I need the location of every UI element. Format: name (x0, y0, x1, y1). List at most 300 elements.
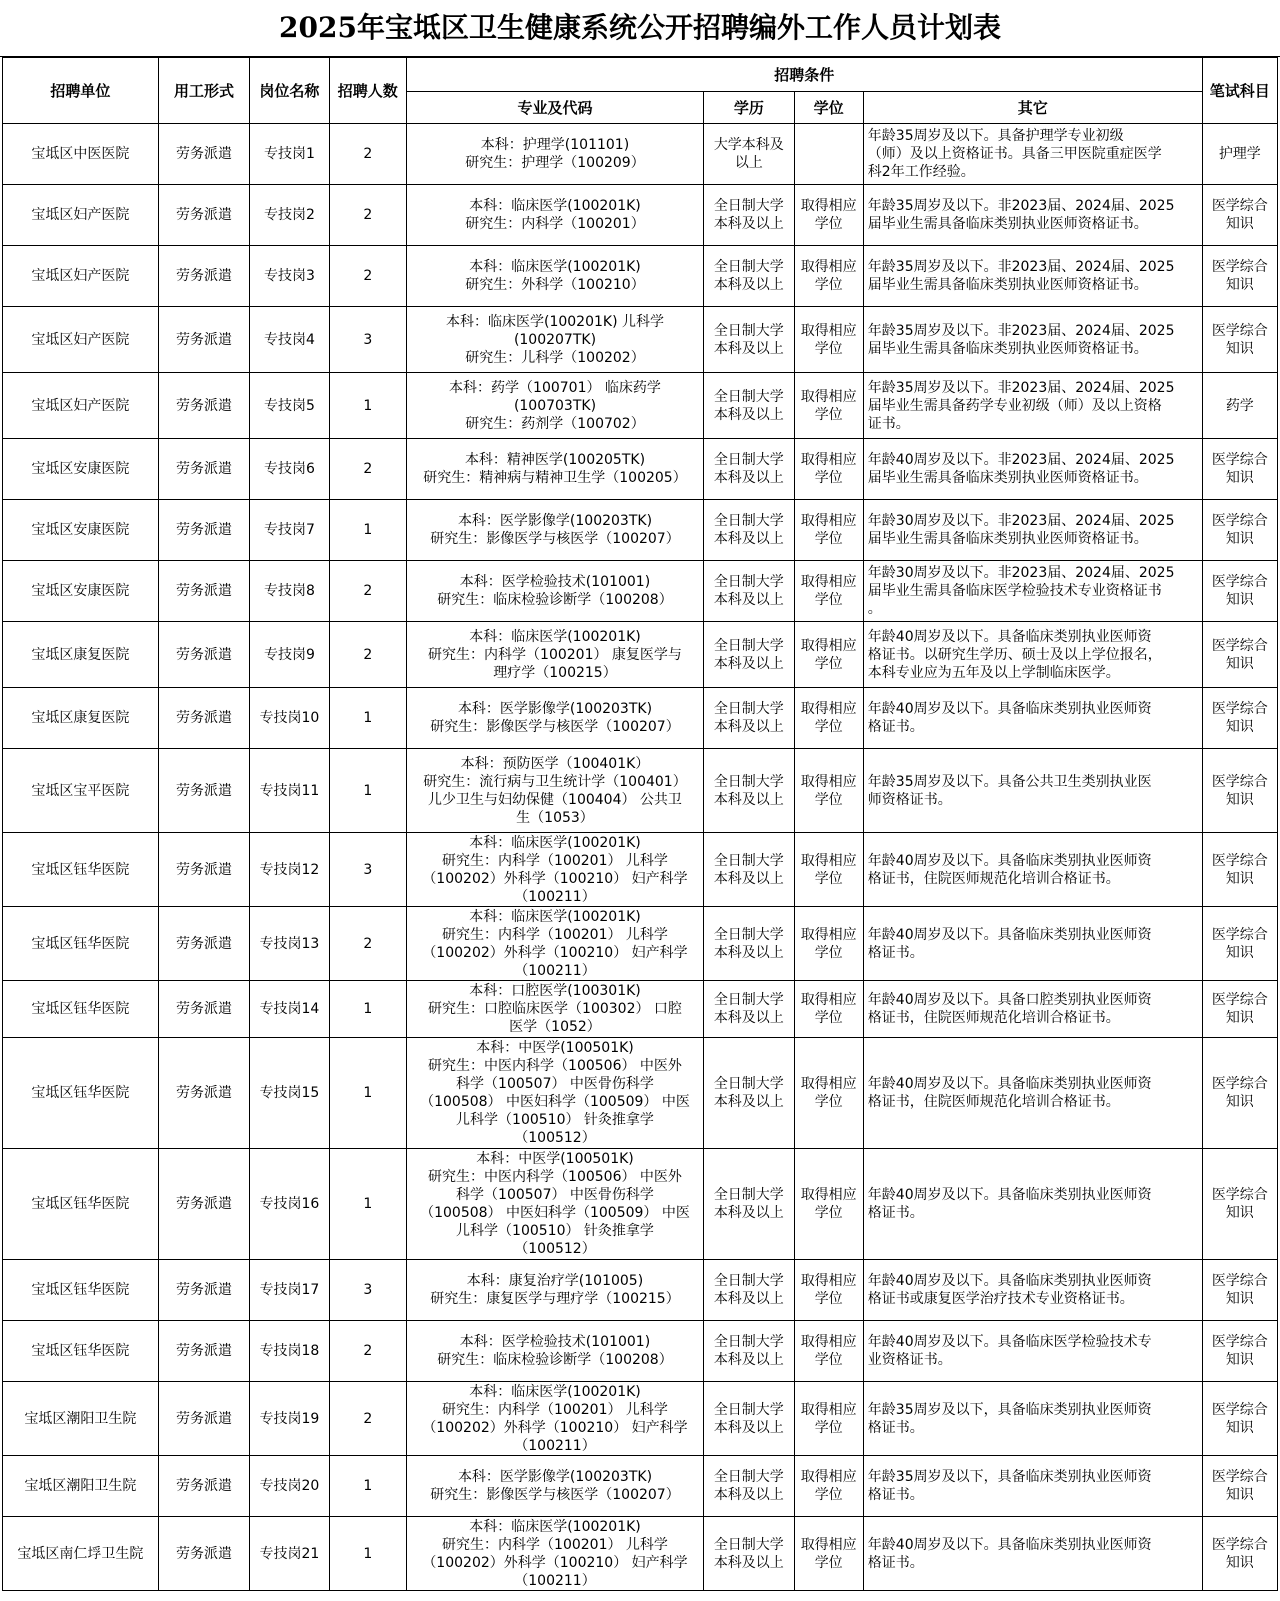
degree-cell-line: 学位 (814, 719, 843, 735)
education-cell-line: 全日制大学 (713, 773, 784, 790)
exam-cell (1202, 622, 1277, 688)
other-cell-line: 格证书。 (867, 1554, 924, 1571)
degree-cell (794, 907, 863, 981)
employment-cell: 劳务派遣 (158, 373, 250, 439)
exam-cell-line: 医学综合 (1211, 513, 1268, 529)
exam-cell-line: 知识 (1225, 531, 1254, 547)
education-cell (704, 1456, 795, 1517)
education-cell-line: 本科及以上 (713, 791, 784, 808)
page-title: 2025年宝坻区卫生健康系统公开招聘编外工作人员计划表 (0, 0, 1280, 57)
unit-cell: 宝坻区安康医院 (3, 500, 159, 561)
exam-cell-line: 医学综合 (1211, 637, 1268, 654)
major-cell-line: 研究生：临床检验诊断学（100208） (437, 592, 673, 608)
degree-cell-line: 学位 (814, 1554, 843, 1571)
other-cell-line: 年龄35周岁及以下，具备临床类别执业医师资 (867, 1401, 1152, 1418)
degree-cell-line: 取得相应 (800, 1536, 857, 1553)
exam-cell-line: 知识 (1225, 1094, 1254, 1110)
major-cell (406, 124, 703, 185)
degree-cell-line: 取得相应 (800, 1334, 857, 1350)
degree-cell (794, 1321, 863, 1382)
major-cell-line: 本科：预防医学（100401K） (460, 755, 650, 772)
post-cell: 专技岗13 (250, 907, 329, 981)
employment-cell: 劳务派遣 (158, 124, 250, 185)
other-cell-line: 年龄40周岁及以下。具备临床类别执业医师资 (867, 1273, 1152, 1289)
degree-cell-line: 学位 (814, 1010, 843, 1026)
exam-cell-line: 医学综合 (1211, 852, 1268, 869)
major-cell-line: （100508） 中医妇科学（100509） 中医 (420, 1094, 690, 1110)
other-cell-line: 年龄40周岁及以下。具备临床类别执业医师资 (867, 1536, 1152, 1553)
other-cell (863, 981, 1202, 1038)
major-cell-line: 本科：临床医学(100201K) (469, 834, 641, 851)
unit-cell: 宝坻区钰华医院 (3, 907, 159, 981)
count-cell: 2 (329, 124, 406, 185)
other-cell (863, 1038, 1202, 1149)
exam-cell (1202, 907, 1277, 981)
degree-cell-line: 取得相应 (800, 1401, 857, 1418)
exam-cell-line: 知识 (1225, 592, 1254, 608)
count-cell: 1 (329, 373, 406, 439)
education-cell-line: 全日制大学 (713, 574, 784, 590)
degree-cell-line: 取得相应 (800, 1187, 857, 1203)
education-cell (704, 124, 795, 185)
table-row (3, 622, 1278, 688)
table-row (3, 1321, 1278, 1382)
major-cell-line: 研究生：护理学（100209） (465, 155, 645, 171)
other-cell (863, 688, 1202, 749)
post-cell: 专技岗9 (250, 622, 329, 688)
major-cell (406, 749, 703, 833)
major-cell-line: 研究生：临床检验诊断学（100208） (437, 1352, 673, 1368)
major-cell-line: 儿少卫生与妇幼保健（100404） 公共卫 (428, 791, 682, 808)
degree-cell (794, 981, 863, 1038)
other-cell (863, 1321, 1202, 1382)
other-cell-line: 年龄40周岁及以下。具备口腔类别执业医师资 (867, 992, 1152, 1008)
other-cell-line: 届毕业生需具备临床类别执业医师资格证书。 (867, 531, 1148, 547)
post-cell: 专技岗17 (250, 1260, 329, 1321)
employment-cell: 劳务派遣 (158, 439, 250, 500)
count-cell: 2 (329, 246, 406, 307)
major-cell-line: （100202）外科学（100210） 妇产科学 (422, 1419, 688, 1436)
table-row (3, 185, 1278, 246)
education-cell (704, 749, 795, 833)
exam-cell-line: 医学综合 (1211, 773, 1268, 790)
other-cell-line: 格证书，住院医师规范化培训合格证书。 (867, 1010, 1120, 1026)
unit-cell: 宝坻区宝平医院 (3, 749, 159, 833)
major-cell-line: 理疗学（100215） (493, 664, 617, 681)
employment-cell: 劳务派遣 (158, 1149, 250, 1260)
header-post: 岗位名称 (250, 58, 329, 124)
other-cell-line: 年龄40周岁及以下。具备临床医学检验技术专 (867, 1334, 1152, 1350)
table-row (3, 500, 1278, 561)
major-cell-line: 研究生：内科学（100201） 儿科学 (442, 1536, 668, 1553)
exam-cell-line: 知识 (1225, 944, 1254, 961)
education-cell-line: 全日制大学 (713, 198, 784, 214)
table-row (3, 307, 1278, 373)
exam-cell (1202, 124, 1277, 185)
unit-cell: 宝坻区钰华医院 (3, 1149, 159, 1260)
education-cell (704, 981, 795, 1038)
education-cell-line: 全日制大学 (713, 852, 784, 869)
degree-cell (794, 749, 863, 833)
degree-cell (794, 1517, 863, 1591)
major-cell-line: （100202）外科学（100210） 妇产科学 (422, 944, 688, 961)
other-cell-line: 年龄40周岁及以下。具备临床类别执业医师资 (867, 926, 1152, 943)
degree-cell-line: 取得相应 (800, 452, 857, 468)
table-row (3, 561, 1278, 622)
major-cell (406, 500, 703, 561)
degree-cell-line: 取得相应 (800, 992, 857, 1008)
table-row (3, 1382, 1278, 1456)
education-cell (704, 688, 795, 749)
other-cell (863, 622, 1202, 688)
other-cell-line: 年龄40周岁及以下。具备临床类别执业医师资 (867, 1187, 1152, 1203)
major-cell-line: 本科：临床医学(100201K) (469, 1518, 641, 1535)
other-cell (863, 124, 1202, 185)
exam-cell-line: 医学综合 (1211, 452, 1268, 468)
exam-cell-line: 医学综合 (1211, 992, 1268, 1008)
exam-cell-line: 知识 (1225, 1291, 1254, 1307)
unit-cell: 宝坻区中医医院 (3, 124, 159, 185)
education-cell-line: 全日制大学 (713, 1273, 784, 1289)
other-cell-line: 年龄35周岁及以下。具备公共卫生类别执业医 (867, 773, 1152, 790)
other-cell-line: 科2年工作经验。 (867, 164, 975, 180)
major-cell (406, 1517, 703, 1591)
table-row (3, 373, 1278, 439)
post-cell: 专技岗2 (250, 185, 329, 246)
education-cell-line: 本科及以上 (713, 1554, 784, 1571)
header-exam: 笔试科目 (1202, 58, 1277, 124)
education-cell-line: 本科及以上 (713, 1352, 784, 1368)
exam-cell-line: 知识 (1225, 1010, 1254, 1026)
major-cell (406, 1260, 703, 1321)
major-cell-line: 研究生：流行病与卫生统计学（100401） (423, 773, 687, 790)
post-cell: 专技岗6 (250, 439, 329, 500)
degree-cell-line: 学位 (814, 1352, 843, 1368)
major-cell-line: 医学（1052） (509, 1019, 601, 1035)
other-cell-line: 年龄40周岁及以下。非2023届、2024届、2025 (867, 452, 1175, 468)
exam-cell-line: 医学综合 (1211, 198, 1268, 214)
major-cell (406, 688, 703, 749)
table-row (3, 1517, 1278, 1591)
degree-cell-line: 学位 (814, 870, 843, 887)
recruitment-plan-table (2, 57, 1278, 1591)
education-cell-line: 全日制大学 (713, 1187, 784, 1203)
major-cell-line: 本科：口腔医学(100301K) (469, 983, 641, 999)
other-cell (863, 1517, 1202, 1591)
exam-cell-line: 医学综合 (1211, 1076, 1268, 1092)
count-cell: 1 (329, 1517, 406, 1591)
unit-cell: 宝坻区南仁垺卫生院 (3, 1517, 159, 1591)
education-cell (704, 907, 795, 981)
unit-cell: 宝坻区钰华医院 (3, 1321, 159, 1382)
other-cell-line: 年龄30周岁及以下。非2023届、2024届、2025 (867, 565, 1175, 581)
degree-cell (794, 124, 863, 185)
other-cell-line: 届毕业生需具备临床类别执业医师资格证书。 (867, 277, 1148, 293)
employment-cell: 劳务派遣 (158, 1038, 250, 1149)
degree-cell-line: 取得相应 (800, 259, 857, 275)
major-cell-line: 研究生：内科学（100201） 儿科学 (442, 1401, 668, 1418)
other-cell-line: 届毕业生需具备临床类别执业医师资格证书。 (867, 340, 1148, 357)
major-cell (406, 307, 703, 373)
education-cell-line: 本科及以上 (713, 406, 784, 423)
education-cell-line: 本科及以上 (713, 1291, 784, 1307)
other-cell-line: 届毕业生需具备临床医学检验技术专业资格证书 (867, 583, 1162, 599)
education-cell-line: 本科及以上 (713, 719, 784, 735)
count-cell: 1 (329, 981, 406, 1038)
exam-cell-line: 知识 (1225, 719, 1254, 735)
education-cell-line: 全日制大学 (713, 1334, 784, 1350)
education-cell-line: 全日制大学 (713, 259, 784, 275)
post-cell: 专技岗18 (250, 1321, 329, 1382)
education-cell (704, 1260, 795, 1321)
education-cell-line: 本科及以上 (713, 470, 784, 486)
count-cell: 1 (329, 1149, 406, 1260)
major-cell (406, 981, 703, 1038)
employment-cell: 劳务派遣 (158, 688, 250, 749)
employment-cell: 劳务派遣 (158, 307, 250, 373)
count-cell: 3 (329, 833, 406, 907)
major-cell (406, 833, 703, 907)
table-row (3, 833, 1278, 907)
exam-cell (1202, 500, 1277, 561)
degree-cell-line: 学位 (814, 1419, 843, 1436)
degree-cell (794, 439, 863, 500)
post-cell: 专技岗21 (250, 1517, 329, 1591)
major-cell-line: （100202）外科学（100210） 妇产科学 (422, 870, 688, 887)
education-cell-line: 全日制大学 (713, 1076, 784, 1092)
education-cell-line: 全日制大学 (713, 452, 784, 468)
major-cell-line: （100202）外科学（100210） 妇产科学 (422, 1554, 688, 1571)
employment-cell: 劳务派遣 (158, 981, 250, 1038)
other-cell-line: 格证书或康复医学治疗技术专业资格证书。 (867, 1291, 1134, 1307)
education-cell-line: 大学本科及 (713, 137, 784, 153)
degree-cell-line: 学位 (814, 1487, 843, 1503)
major-cell-line: 研究生：药剂学（100702） (465, 415, 645, 432)
post-cell: 专技岗14 (250, 981, 329, 1038)
exam-cell-line: 医学综合 (1211, 1536, 1268, 1553)
major-cell-line: 本科：医学检验技术(101001) (459, 574, 651, 590)
major-cell-line: 本科：精神医学(100205TK) (464, 452, 646, 468)
other-cell-line: 格证书，住院医师规范化培训合格证书。 (867, 1094, 1120, 1110)
post-cell: 专技岗19 (250, 1382, 329, 1456)
count-cell: 2 (329, 439, 406, 500)
employment-cell: 劳务派遣 (158, 1517, 250, 1591)
major-cell-line: （100211） (514, 962, 596, 979)
employment-cell: 劳务派遣 (158, 622, 250, 688)
education-cell-line: 本科及以上 (713, 1419, 784, 1436)
major-cell-line: 本科：医学影像学(100203TK) (457, 701, 653, 717)
other-cell-line: （师）及以上资格证书。具备三甲医院重症医学 (867, 146, 1162, 162)
major-cell-line: 研究生：影像医学与核医学（100207） (430, 1487, 680, 1503)
major-cell-line: 本科：临床医学(100201K) (469, 1383, 641, 1400)
education-cell (704, 1038, 795, 1149)
exam-cell (1202, 1321, 1277, 1382)
major-cell-line: 本科：医学影像学(100203TK) (457, 1469, 653, 1485)
count-cell: 2 (329, 1321, 406, 1382)
degree-cell-line: 取得相应 (800, 852, 857, 869)
education-cell-line: 全日制大学 (713, 388, 784, 405)
other-cell-line: 年龄35周岁及以下。非2023届、2024届、2025 (867, 259, 1175, 275)
other-cell-line: 年龄35周岁及以下。非2023届、2024届、2025 (867, 198, 1175, 214)
education-cell-line: 全日制大学 (713, 992, 784, 1008)
unit-cell: 宝坻区妇产医院 (3, 307, 159, 373)
exam-cell-line: 知识 (1225, 216, 1254, 232)
post-cell: 专技岗3 (250, 246, 329, 307)
employment-cell: 劳务派遣 (158, 833, 250, 907)
other-cell-line: 格证书。 (867, 1205, 924, 1221)
other-cell (863, 833, 1202, 907)
exam-cell (1202, 749, 1277, 833)
degree-cell-line: 学位 (814, 277, 843, 293)
other-cell (863, 1260, 1202, 1321)
exam-cell-line: 知识 (1225, 470, 1254, 486)
header-degree: 学位 (794, 92, 863, 124)
unit-cell: 宝坻区妇产医院 (3, 185, 159, 246)
exam-cell (1202, 373, 1277, 439)
major-cell-line: 本科：临床医学(100201K) 儿科学 (445, 313, 664, 330)
exam-cell-line: 药学 (1225, 397, 1254, 414)
degree-cell (794, 307, 863, 373)
exam-cell-line: 知识 (1225, 1554, 1254, 1571)
exam-cell-line: 护理学 (1218, 146, 1261, 162)
post-cell: 专技岗10 (250, 688, 329, 749)
education-cell-line: 全日制大学 (713, 1401, 784, 1418)
major-cell-line: (100703TK) (513, 397, 597, 414)
education-cell-line: 以上 (734, 155, 763, 171)
exam-cell (1202, 246, 1277, 307)
other-cell-line: 格证书。 (867, 1419, 924, 1436)
degree-cell-line: 学位 (814, 470, 843, 486)
degree-cell-line: 学位 (814, 1205, 843, 1221)
exam-cell-line: 医学综合 (1211, 1401, 1268, 1418)
degree-cell-line: 取得相应 (800, 926, 857, 943)
employment-cell: 劳务派遣 (158, 1382, 250, 1456)
education-cell (704, 500, 795, 561)
degree-cell-line: 学位 (814, 1094, 843, 1110)
post-cell: 专技岗11 (250, 749, 329, 833)
exam-cell-line: 知识 (1225, 340, 1254, 357)
major-cell (406, 1456, 703, 1517)
major-cell-line: 研究生：康复医学与理疗学（100215） (430, 1291, 680, 1307)
exam-cell-line: 知识 (1225, 1205, 1254, 1221)
education-cell-line: 本科及以上 (713, 277, 784, 293)
exam-cell-line: 知识 (1225, 1419, 1254, 1436)
education-cell-line: 本科及以上 (713, 944, 784, 961)
exam-cell (1202, 1517, 1277, 1591)
other-cell-line: 年龄40周岁及以下。具备临床类别执业医师资 (867, 1076, 1152, 1092)
education-cell-line: 全日制大学 (713, 1469, 784, 1485)
count-cell: 1 (329, 500, 406, 561)
other-cell (863, 500, 1202, 561)
other-cell-line: 年龄35周岁及以下。非2023届、2024届、2025 (867, 322, 1175, 339)
exam-cell-line: 医学综合 (1211, 1187, 1268, 1203)
major-cell-line: 研究生：内科学（100201） (465, 216, 645, 232)
exam-cell (1202, 439, 1277, 500)
unit-cell: 宝坻区钰华医院 (3, 1038, 159, 1149)
other-cell-line: 格证书，住院医师规范化培训合格证书。 (867, 870, 1120, 887)
major-cell-line: 科学（100507） 中医骨伤科学 (456, 1187, 654, 1203)
major-cell-line: 本科：康复治疗学(101005) (466, 1273, 644, 1289)
unit-cell: 宝坻区妇产医院 (3, 246, 159, 307)
degree-cell (794, 622, 863, 688)
other-cell-line: 年龄40周岁及以下。具备临床类别执业医师资 (867, 628, 1152, 645)
other-cell-line: 届毕业生需具备药学专业初级（师）及以上资格 (867, 397, 1162, 414)
degree-cell-line: 学位 (814, 340, 843, 357)
other-cell (863, 561, 1202, 622)
education-cell (704, 1382, 795, 1456)
education-cell-line: 全日制大学 (713, 513, 784, 529)
exam-cell-line: 医学综合 (1211, 926, 1268, 943)
other-cell-line: 年龄40周岁及以下。具备临床类别执业医师资 (867, 701, 1152, 717)
other-cell (863, 1382, 1202, 1456)
major-cell-line: 研究生：精神病与精神卫生学（100205） (423, 470, 687, 486)
exam-cell-line: 医学综合 (1211, 322, 1268, 339)
education-cell-line: 本科及以上 (713, 1094, 784, 1110)
major-cell-line: 本科：医学影像学(100203TK) (457, 513, 653, 529)
other-cell (863, 749, 1202, 833)
major-cell (406, 185, 703, 246)
education-cell (704, 307, 795, 373)
other-cell-line: 业资格证书。 (867, 1352, 952, 1368)
count-cell: 2 (329, 907, 406, 981)
education-cell (704, 373, 795, 439)
other-cell-line: 年龄40周岁及以下。具备临床类别执业医师资 (867, 852, 1152, 869)
count-cell: 2 (329, 1382, 406, 1456)
education-cell-line: 全日制大学 (713, 1536, 784, 1553)
major-cell-line: 儿科学（100510） 针灸推拿学 (456, 1112, 654, 1128)
major-cell-line: 本科：中医学(100501K) (476, 1040, 634, 1056)
table-row (3, 1260, 1278, 1321)
major-cell-line: (100207TK) (513, 331, 597, 348)
major-cell-line: 研究生：内科学（100201） 儿科学 (442, 852, 668, 869)
degree-cell-line: 学位 (814, 531, 843, 547)
exam-cell-line: 医学综合 (1211, 574, 1268, 590)
table-row (3, 246, 1278, 307)
count-cell: 2 (329, 622, 406, 688)
count-cell: 1 (329, 688, 406, 749)
degree-cell-line: 取得相应 (800, 198, 857, 214)
table-row (3, 1456, 1278, 1517)
unit-cell: 宝坻区康复医院 (3, 688, 159, 749)
education-cell-line: 全日制大学 (713, 637, 784, 654)
degree-cell-line: 取得相应 (800, 701, 857, 717)
other-cell (863, 439, 1202, 500)
exam-cell-line: 知识 (1225, 1352, 1254, 1368)
table-row (3, 1038, 1278, 1149)
major-cell (406, 439, 703, 500)
post-cell: 专技岗20 (250, 1456, 329, 1517)
header-education: 学历 (704, 92, 795, 124)
table-body (3, 124, 1278, 1591)
degree-cell (794, 1260, 863, 1321)
major-cell-line: 本科：临床医学(100201K) (469, 259, 641, 275)
education-cell-line: 本科及以上 (713, 870, 784, 887)
exam-cell-line: 医学综合 (1211, 701, 1268, 717)
education-cell-line: 全日制大学 (713, 322, 784, 339)
table-row (3, 981, 1278, 1038)
major-cell-line: （100211） (514, 1572, 596, 1589)
degree-cell-line: 取得相应 (800, 1469, 857, 1485)
exam-cell (1202, 1260, 1277, 1321)
header-other: 其它 (863, 92, 1202, 124)
degree-cell-line: 学位 (814, 216, 843, 232)
employment-cell: 劳务派遣 (158, 907, 250, 981)
degree-cell-line: 取得相应 (800, 1273, 857, 1289)
employment-cell: 劳务派遣 (158, 749, 250, 833)
post-cell: 专技岗12 (250, 833, 329, 907)
count-cell: 1 (329, 1038, 406, 1149)
major-cell-line: 儿科学（100510） 针灸推拿学 (456, 1223, 654, 1239)
